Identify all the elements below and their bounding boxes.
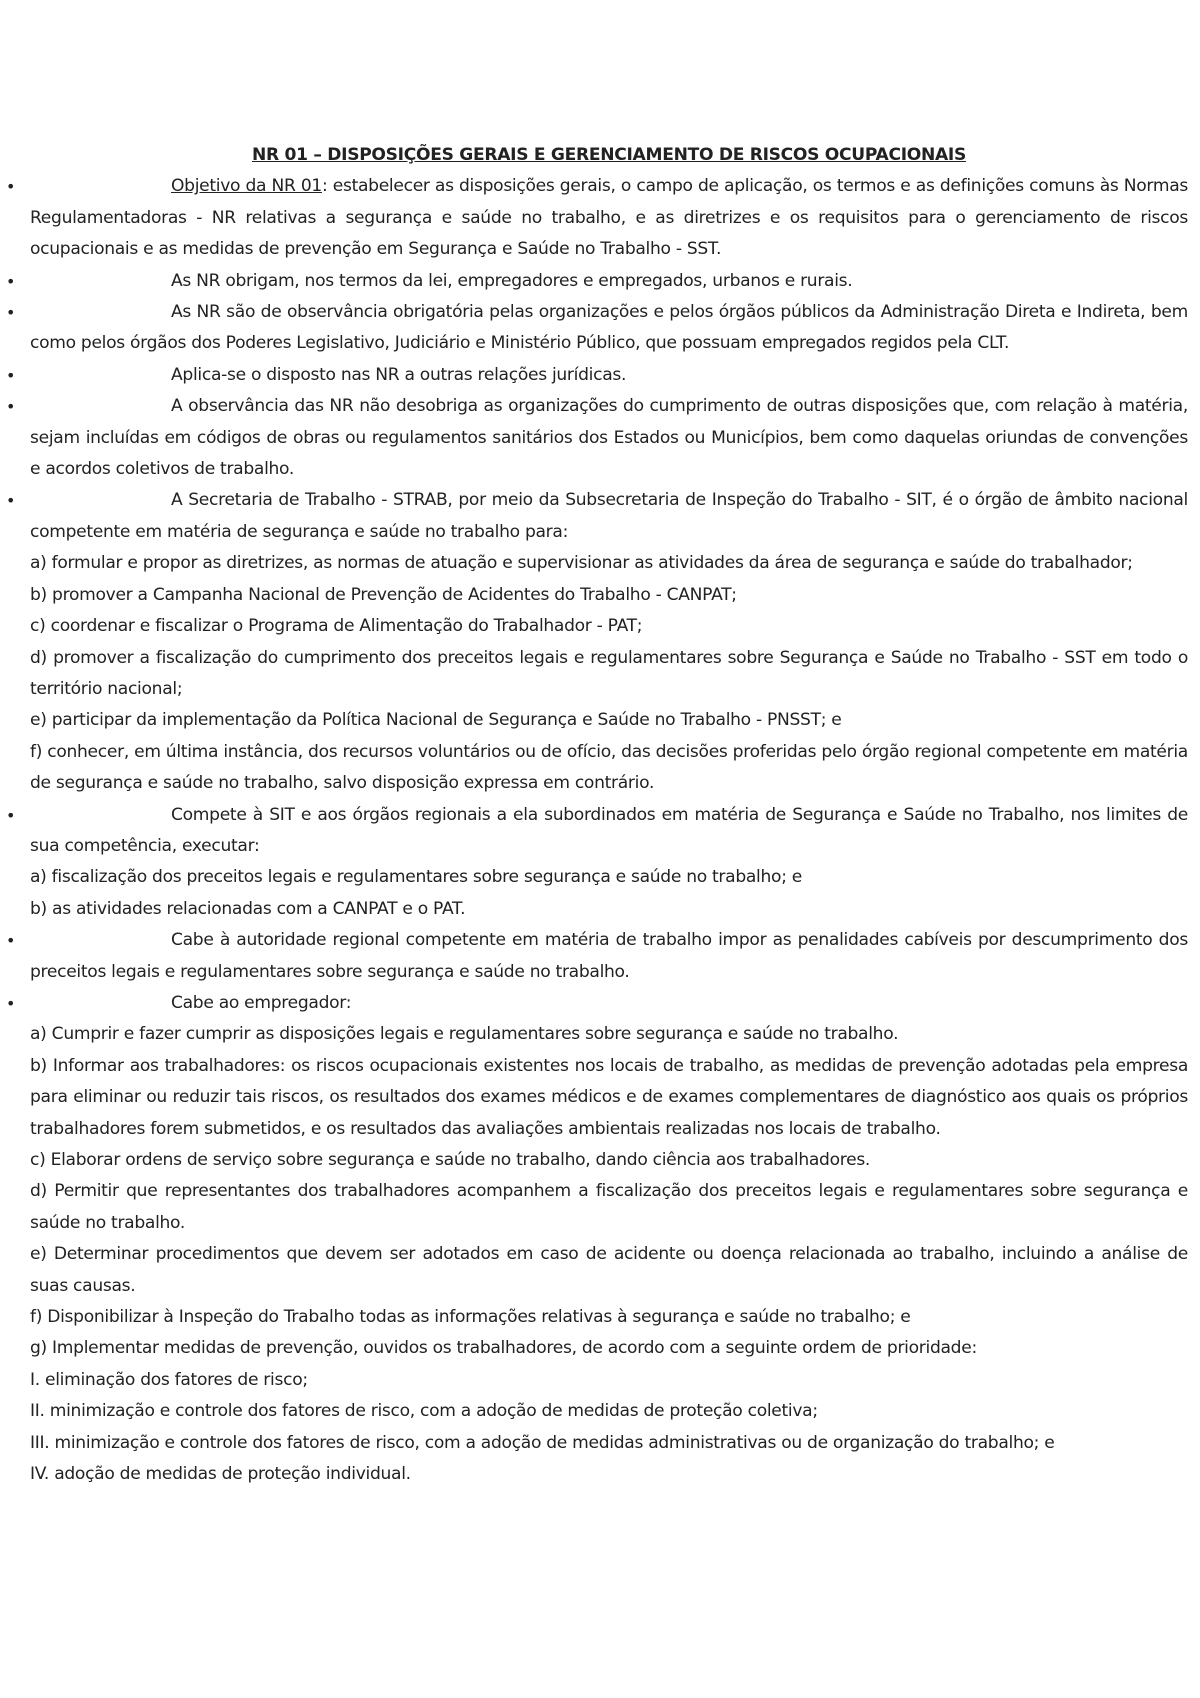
document-title: NR 01 – DISPOSIÇÕES GERAIS E GERENCIAMENTO DE RISCOS OCUPACIONAIS — [251, 145, 966, 165]
item-text: Compete à SIT e aos órgãos regionais a ela subordinados em matéria de Segurança e Saúde no Trabalho, nos limites de sua competência, executar: — [30, 804, 1188, 856]
item-text: As NR são de observância obrigatória pelas organizações e pelos órgãos públicos da Administração Direta e Indireta, bem como pelos órgãos dos Poderes Legislativo, Judiciário e Ministério Público, que possuam empregados regidos pela CLT. — [30, 302, 1188, 354]
sub-item: IV. adoção de medidas de proteção individual. — [30, 1464, 411, 1485]
sub-item: I. eliminação dos fatores de risco; — [30, 1369, 308, 1390]
bullet-icon: • — [6, 491, 16, 511]
item-text: Cabe ao empregador: — [171, 992, 352, 1013]
list-item — [6, 266, 1188, 297]
sub-item: f) conhecer, em última instância, dos recursos voluntários ou de ofício, das decisões proferidas pelo órgão regional competente em matéria de segurança e saúde no trabalho, salvo disposição expressa em contrário. — [30, 741, 1188, 794]
sub-item: d) promover a fiscalização do cumprimento dos preceitos legais e regulamentares sobre Segurança e Saúde no Trabalho - SST em todo o território nacional; — [30, 647, 1188, 699]
bullet-icon: • — [6, 397, 16, 417]
list-item — [6, 925, 1188, 988]
item-text: Aplica-se o disposto nas NR a outras relações jurídicas. — [171, 364, 627, 385]
sub-item: f) Disponibilizar à Inspeção do Trabalho todas as informações relativas à segurança e saúde no trabalho; e — [30, 1307, 911, 1328]
list-item — [6, 800, 1188, 863]
list-item — [6, 360, 1188, 391]
bullet-icon: • — [6, 931, 16, 951]
item-text: Cabe à autoridade regional competente em matéria de trabalho impor as penalidades cabíveis por descumprimento dos preceitos legais e regulamentares sobre segurança e saúde no trabalho. — [30, 930, 1188, 982]
list-item — [6, 988, 1188, 1019]
sub-item: a) Cumprir e fazer cumprir as disposições legais e regulamentares sobre segurança e saúde no trabalho. — [30, 1024, 899, 1045]
list-item — [6, 391, 1188, 485]
sub-item: c) coordenar e fiscalizar o Programa de Alimentação do Trabalhador - PAT; — [30, 616, 643, 637]
bullet-icon: • — [6, 993, 16, 1013]
sub-item: g) Implementar medidas de prevenção, ouvidos os trabalhadores, de acordo com a seguinte ordem de prioridade: — [30, 1338, 977, 1359]
item-text: : estabelecer as disposições gerais, o campo de aplicação, os termos e as definições comuns às Normas Regulamentadoras - NR relativas a segurança e saúde no trabalho, e as diretrizes e os requisitos para o gerenciamento de riscos ocupacionais e as medidas de prevenção em Segurança e Saúde no Trabalho - SST. — [30, 176, 1188, 260]
item-list — [6, 171, 1188, 1490]
list-item — [6, 171, 1188, 265]
sub-item: II. minimização e controle dos fatores de risco, com a adoção de medidas de proteção coletiva; — [30, 1401, 818, 1422]
list-item — [6, 297, 1188, 360]
bullet-icon: • — [6, 271, 16, 291]
bullet-icon: • — [6, 365, 16, 385]
sub-item: e) participar da implementação da Política Nacional de Segurança e Saúde no Trabalho - PNSST; e — [30, 710, 842, 731]
item-text: A observância das NR não desobriga as organizações do cumprimento de outras disposições que, com relação à matéria, sejam incluídas em códigos de obras ou regulamentos sanitários dos Estados ou Municípios, bem como daquelas oriundas de convenções e acordos coletivos de trabalho. — [30, 396, 1188, 480]
document-page — [6, 140, 1188, 1490]
item-text: As NR obrigam, nos termos da lei, empregadores e empregados, urbanos e rurais. — [171, 270, 853, 291]
bullet-icon: • — [6, 805, 16, 825]
sub-item: a) formular e propor as diretrizes, as normas de atuação e supervisionar as atividades da área de segurança e saúde do trabalhador; — [30, 553, 1133, 574]
bullet-icon: • — [6, 177, 16, 197]
sub-item: b) as atividades relacionadas com a CANPAT e o PAT. — [30, 898, 466, 919]
item-text: A Secretaria de Trabalho - STRAB, por meio da Subsecretaria de Inspeção do Trabalho - SIT, é o órgão de âmbito nacional competente em matéria de segurança e saúde no trabalho para: — [30, 490, 1188, 542]
sub-item: c) Elaborar ordens de serviço sobre segurança e saúde no trabalho, dando ciência aos trabalhadores. — [30, 1150, 871, 1170]
sub-item: b) promover a Campanha Nacional de Prevenção de Acidentes do Trabalho - CANPAT; — [30, 584, 737, 605]
sub-item: e) Determinar procedimentos que devem ser adotados em caso de acidente ou doença relacionada ao trabalho, incluindo a análise de suas causas. — [30, 1244, 1188, 1296]
item-lead: Objetivo da NR 01 — [171, 176, 323, 197]
list-item — [6, 485, 1188, 548]
sub-item: b) Informar aos trabalhadores: os riscos ocupacionais existentes nos locais de trabalho, as medidas de prevenção adotadas pela empresa para eliminar ou reduzir tais riscos, os resultados dos exames médicos e de exames complementares de diagnóstico aos quais os próprios trabalhadores forem submetidos, e os resultados das avaliações ambientais realizadas nos locais de trabalho. — [30, 1055, 1188, 1139]
sub-item: III. minimização e controle dos fatores de risco, com a adoção de medidas administrativas ou de organização do trabalho; e — [30, 1432, 1055, 1453]
bullet-icon: • — [6, 303, 16, 323]
sub-item: a) fiscalização dos preceitos legais e regulamentares sobre segurança e saúde no trabalho; e — [30, 867, 803, 888]
sub-item: d) Permitir que representantes dos trabalhadores acompanhem a fiscalização dos preceitos legais e regulamentares sobre segurança e saúde no trabalho. — [30, 1181, 1188, 1233]
